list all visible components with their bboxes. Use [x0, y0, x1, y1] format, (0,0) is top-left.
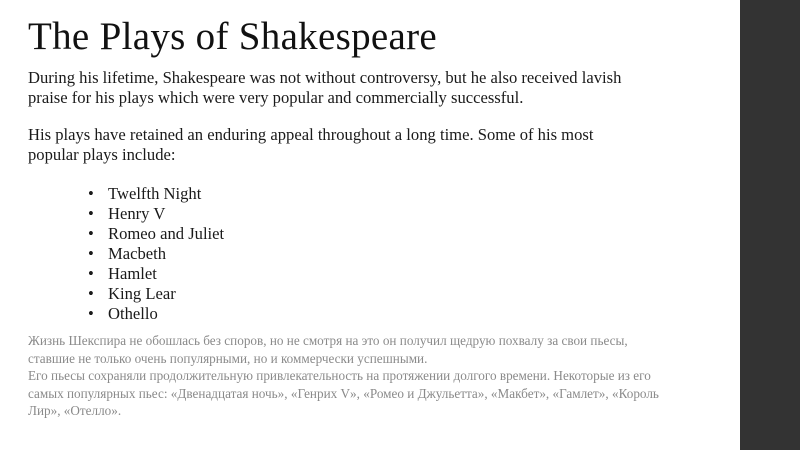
list-item [88, 224, 224, 244]
play-name: Romeo and Juliet [108, 224, 225, 243]
text-line: popular plays include: [28, 144, 176, 164]
text-line: Его пьесы сохраняли продолжительную привлекательность на протяжении долгого времени. Некоторые из его [28, 368, 651, 384]
play-name: Twelfth Night [108, 184, 202, 203]
list-item [88, 244, 224, 264]
text-line: самых популярных пьес: «Двенадцатая ночь», «Генрих V», «Ромео и Джульетта», «Макбет», «Гамлет», «Король [28, 385, 659, 401]
list-item [88, 284, 224, 304]
play-name: Macbeth [108, 244, 167, 263]
russian-translation [28, 332, 659, 420]
plays-paragraph [28, 125, 593, 164]
text-line: Жизнь Шекспира не обошлась без споров, но не смотря на это он получил щедрую похвалу за свои пьесы, [28, 333, 628, 348]
text-line: praise for his plays which were very popular and commercially successful. [28, 87, 524, 107]
bullet-icon: • [88, 304, 94, 323]
play-name: King Lear [108, 284, 176, 303]
play-name: Henry V [108, 204, 166, 223]
play-name: Hamlet [108, 264, 157, 283]
intro-paragraph [28, 68, 621, 107]
slide-title: The Plays of Shakespeare [28, 15, 437, 58]
slide-sidebar [740, 0, 800, 450]
bullet-icon: • [88, 184, 94, 203]
bullet-icon: • [88, 264, 94, 283]
list-item [88, 264, 224, 284]
play-name: Othello [108, 304, 158, 323]
list-item [88, 204, 224, 224]
text-line: During his lifetime, Shakespeare was not without controversy, but he also received lavish [28, 68, 622, 87]
bullet-icon: • [88, 204, 94, 223]
text-line: His plays have retained an enduring appeal throughout a long time. Some of his most [28, 125, 594, 144]
bullet-icon: • [88, 244, 94, 263]
text-line: Лир», «Отелло». [28, 403, 122, 419]
bullet-icon: • [88, 284, 94, 303]
text-line: ставшие не только очень популярными, но и коммерчески успешными. [28, 350, 428, 366]
bullet-icon: • [88, 224, 94, 243]
plays-list [88, 184, 224, 324]
list-item [88, 304, 224, 324]
list-item [88, 184, 224, 204]
